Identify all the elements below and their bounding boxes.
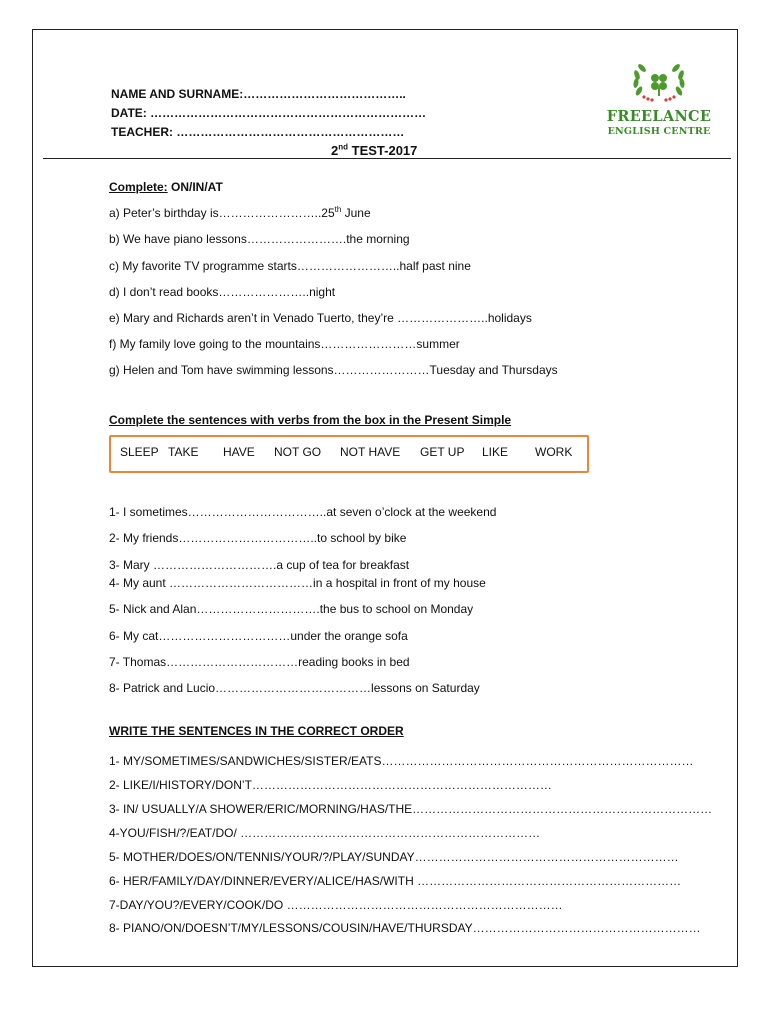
verb-like: LIKE (482, 445, 509, 459)
sentence-item: 6- My cat……………………………under the orange sofa (109, 629, 408, 643)
verb-have: HAVE (223, 445, 255, 459)
order-item: 6- HER/FAMILY/DAY/DINNER/EVERY/ALICE/HAS/WITH ………………………………………………………… (109, 874, 682, 888)
exercise-item (109, 285, 335, 299)
sentence-item: 8- Patrick and Lucio…………………………………lessons on Saturday (109, 681, 480, 695)
item-ordinal: th (334, 205, 342, 214)
logo-brand-name: FREELANCE (606, 108, 712, 125)
freelance-logo (603, 61, 715, 143)
item-text: c) My favorite TV programme starts……………………..half past nine (109, 259, 471, 273)
item-text-end: June (341, 206, 371, 220)
exercise-item (109, 259, 471, 273)
order-item: 7-DAY/YOU?/EVERY/COOK/DO …………………………………………………………… (109, 898, 563, 912)
item-text: f) My family love going to the mountains……………………summer (109, 337, 460, 351)
teacher-field: TEACHER: ………………………………………………… (111, 125, 405, 139)
verb-not-go: NOT GO (274, 445, 322, 459)
title-number: 2 (331, 143, 339, 158)
clover-wreath-icon (603, 61, 715, 107)
header-divider (43, 158, 731, 159)
item-text: a) Peter’s birthday is……………………..25 (109, 206, 335, 220)
logo-subtitle: ENGLISH CENTRE (607, 126, 711, 137)
order-item: 3- IN/ USUALLY/A SHOWER/ERIC/MORNING/HAS/THE………………………………………………………………… (109, 802, 713, 816)
worksheet-page (32, 29, 738, 967)
verb-work: WORK (535, 445, 573, 459)
name-surname-field: NAME AND SURNAME:………………………………….. (111, 87, 406, 101)
sentence-item: 1- I sometimes……………………………..at seven o’clock at the weekend (109, 505, 497, 519)
item-text: g) Helen and Tom have swimming lessons……………………Tuesday and Thursdays (109, 363, 558, 377)
order-item: 2- LIKE/I/HISTORY/DON’T………………………………………………………………… (109, 778, 552, 792)
exercise-item (109, 311, 532, 325)
verb-take: TAKE (168, 445, 199, 459)
item-text: b) We have piano lessons…………………….the morning (109, 232, 410, 246)
verb-sleep: SLEEP (120, 445, 159, 459)
section1-heading (109, 180, 223, 194)
section1-heading-rest: ON/IN/AT (167, 180, 223, 194)
section3-heading: WRITE THE SENTENCES IN THE CORRECT ORDER (109, 724, 404, 738)
exercise-item (109, 337, 460, 351)
exercise-item (109, 363, 558, 377)
order-item: 4-YOU/FISH/?/EAT/DO/ ………………………………………………………………… (109, 826, 541, 840)
section2-heading: Complete the sentences with verbs from the box in the Present Simple (109, 413, 512, 427)
order-item: 8- PIANO/ON/DOESN’T/MY/LESSONS/COUSIN/HAVE/THURSDAY………………………………………………… (109, 921, 701, 935)
title-text: TEST-2017 (348, 143, 418, 158)
sentence-item: 7- Thomas……………………………reading books in bed (109, 655, 410, 669)
sentence-item: 4- My aunt ………………………………in a hospital in front of my house (109, 576, 486, 590)
sentence-item: 5- Nick and Alan………………………….the bus to school on Monday (109, 602, 474, 616)
title-ordinal: nd (338, 142, 349, 152)
item-text: d) I don’t read books…………………..night (109, 285, 336, 299)
verb-box (109, 435, 589, 473)
exercise-item (109, 232, 410, 246)
verb-not-have: NOT HAVE (340, 445, 401, 459)
order-item: 5- MOTHER/DOES/ON/TENNIS/YOUR/?/PLAY/SUNDAY………………………………………………………… (109, 850, 679, 864)
date-field: DATE: …………………………………………………………… (111, 106, 427, 120)
sentence-item: 3- Mary ………………………….a cup of tea for breakfast (109, 558, 410, 572)
order-item: 1- MY/SOMETIMES/SANDWICHES/SISTER/EATS…………………………………………………………………… (109, 754, 694, 768)
test-title (331, 144, 417, 158)
sentence-item: 2- My friends……………………………..to school by bike (109, 531, 407, 545)
exercise-item (109, 206, 371, 220)
verb-get-up: GET UP (420, 445, 465, 459)
section1-heading-label: Complete: (109, 180, 168, 194)
item-text: e) Mary and Richards aren’t in Venado Tuerto, they’re …………………..holidays (109, 311, 532, 325)
